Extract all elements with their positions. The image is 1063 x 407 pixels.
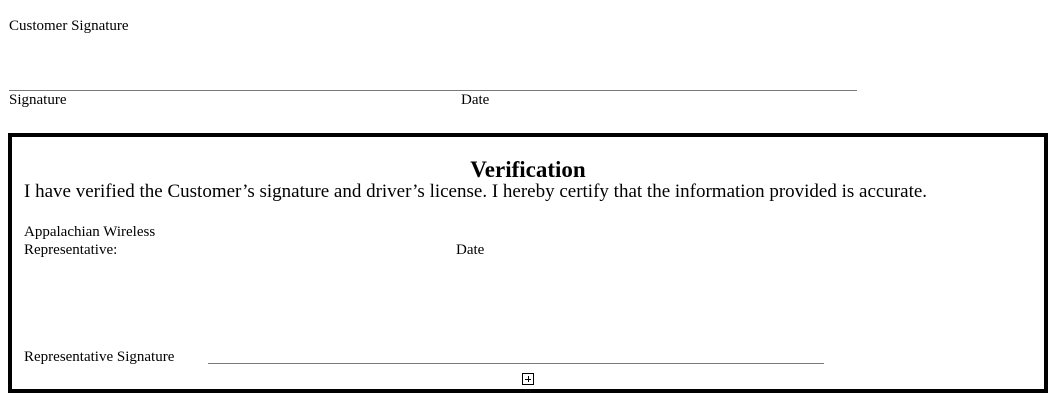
customer-date-label: Date — [461, 92, 490, 108]
customer-signature-heading: Customer Signature — [9, 18, 129, 34]
representative-company-label: Appalachian Wireless — [24, 224, 156, 240]
move-handle-icon[interactable] — [522, 373, 534, 385]
verification-statement: I have verified the Customer’s signature and driver’s license. I hereby certify that the information provided is accurate. — [24, 181, 928, 202]
representative-title-label: Representative: — [24, 242, 118, 258]
verification-title: Verification — [470, 157, 586, 182]
customer-signature-label: Signature — [9, 92, 67, 108]
representative-date-label: Date — [456, 242, 485, 258]
customer-signature-line[interactable] — [9, 90, 857, 91]
verification-box — [8, 133, 1048, 393]
representative-signature-label: Representative Signature — [24, 349, 175, 365]
representative-signature-line[interactable] — [208, 363, 824, 364]
